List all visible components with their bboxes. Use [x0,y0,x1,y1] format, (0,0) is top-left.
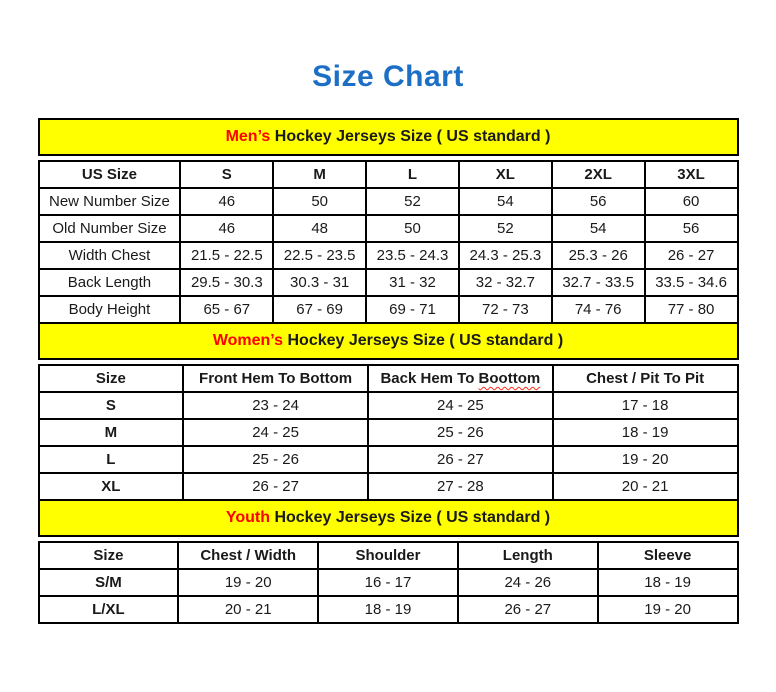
size-value-cell: 77 - 80 [645,296,738,323]
size-value-cell: 18 - 19 [318,596,458,623]
row-label: M [39,419,184,446]
column-header: Chest / Pit To Pit [553,365,738,392]
womens-banner-highlight: Women’s [212,332,284,349]
size-value-cell: 27 - 28 [368,473,553,500]
size-value-cell: 23.5 - 24.3 [366,242,459,269]
column-header: US Size [39,161,181,188]
size-value-cell: 48 [273,215,366,242]
column-header: Front Hem To Bottom [183,365,368,392]
column-header: 3XL [645,161,738,188]
table-row [39,188,738,215]
column-header: Sleeve [598,542,738,569]
womens-section-banner [38,322,739,360]
size-value-cell: 60 [645,188,738,215]
column-header: Size [39,542,179,569]
table-row [39,215,738,242]
size-value-cell: 19 - 20 [598,596,738,623]
header-row [39,365,738,392]
size-value-cell: 54 [552,215,645,242]
size-value-cell: 18 - 19 [553,419,738,446]
size-value-cell: 30.3 - 31 [273,269,366,296]
page-title: Size Chart [312,60,464,93]
table-row [39,392,738,419]
table-row [39,269,738,296]
row-label: New Number Size [39,188,181,215]
size-value-cell: 21.5 - 22.5 [180,242,273,269]
mens-banner-highlight: Men’s [225,128,271,145]
misspelled-word: Boottom [478,370,541,387]
size-value-cell: 24 - 26 [458,569,598,596]
size-value-cell: 72 - 73 [459,296,552,323]
column-header: L [366,161,459,188]
size-value-cell: 31 - 32 [366,269,459,296]
mens-section-banner [38,118,739,156]
size-value-cell: 17 - 18 [553,392,738,419]
table-row [39,296,738,323]
size-value-cell: 69 - 71 [366,296,459,323]
column-header: M [273,161,366,188]
size-value-cell: 25.3 - 26 [552,242,645,269]
size-value-cell: 32.7 - 33.5 [552,269,645,296]
womens-banner-text: Hockey Jerseys Size ( US standard ) [283,332,564,349]
row-label: Width Chest [39,242,181,269]
size-value-cell: 20 - 21 [553,473,738,500]
size-value-cell: 56 [645,215,738,242]
row-label: S [39,392,184,419]
mens-size-table [38,160,739,324]
column-header: Length [458,542,598,569]
size-value-cell: 25 - 26 [183,446,368,473]
size-value-cell: 33.5 - 34.6 [645,269,738,296]
size-value-cell: 29.5 - 30.3 [180,269,273,296]
table-row [39,473,738,500]
size-value-cell: 52 [459,215,552,242]
header-row [39,161,738,188]
size-value-cell: 19 - 20 [553,446,738,473]
column-header: Size [39,365,184,392]
table-row [39,419,738,446]
womens-section [38,322,739,501]
column-header: Back Hem To Boottom [368,365,553,392]
column-header: S [180,161,273,188]
header-row [39,542,738,569]
size-value-cell: 50 [366,215,459,242]
table-row [39,569,738,596]
size-value-cell: 26 - 27 [645,242,738,269]
youth-section [38,499,739,624]
size-value-cell: 52 [366,188,459,215]
size-value-cell: 65 - 67 [180,296,273,323]
youth-section-banner [38,499,739,537]
mens-banner-text: Hockey Jerseys Size ( US standard ) [270,128,551,145]
youth-banner-text: Hockey Jerseys Size ( US standard ) [270,509,551,526]
size-value-cell: 50 [273,188,366,215]
womens-size-table [38,364,739,501]
youth-size-table [38,541,739,624]
size-value-cell: 46 [180,188,273,215]
size-value-cell: 18 - 19 [598,569,738,596]
table-row [39,596,738,623]
size-value-cell: 26 - 27 [458,596,598,623]
table-row [39,446,738,473]
size-value-cell: 54 [459,188,552,215]
size-value-cell: 22.5 - 23.5 [273,242,366,269]
mens-section [38,118,739,324]
row-label: Body Height [39,296,181,323]
table-row [39,242,738,269]
size-value-cell: 19 - 20 [178,569,318,596]
youth-banner-highlight: Youth [225,509,270,526]
column-header: Chest / Width [178,542,318,569]
size-value-cell: 24 - 25 [368,392,553,419]
size-value-cell: 24 - 25 [183,419,368,446]
row-label: Old Number Size [39,215,181,242]
size-value-cell: 74 - 76 [552,296,645,323]
size-value-cell: 16 - 17 [318,569,458,596]
column-header: Shoulder [318,542,458,569]
size-value-cell: 20 - 21 [178,596,318,623]
row-label: XL [39,473,184,500]
size-value-cell: 26 - 27 [368,446,553,473]
size-value-cell: 56 [552,188,645,215]
size-chart [38,118,739,624]
size-value-cell: 67 - 69 [273,296,366,323]
row-label: S/M [39,569,179,596]
size-value-cell: 46 [180,215,273,242]
size-value-cell: 23 - 24 [183,392,368,419]
row-label: L [39,446,184,473]
size-value-cell: 24.3 - 25.3 [459,242,552,269]
column-header: 2XL [552,161,645,188]
row-label: Back Length [39,269,181,296]
column-header: XL [459,161,552,188]
size-value-cell: 25 - 26 [368,419,553,446]
size-value-cell: 32 - 32.7 [459,269,552,296]
size-value-cell: 26 - 27 [183,473,368,500]
row-label: L/XL [39,596,179,623]
